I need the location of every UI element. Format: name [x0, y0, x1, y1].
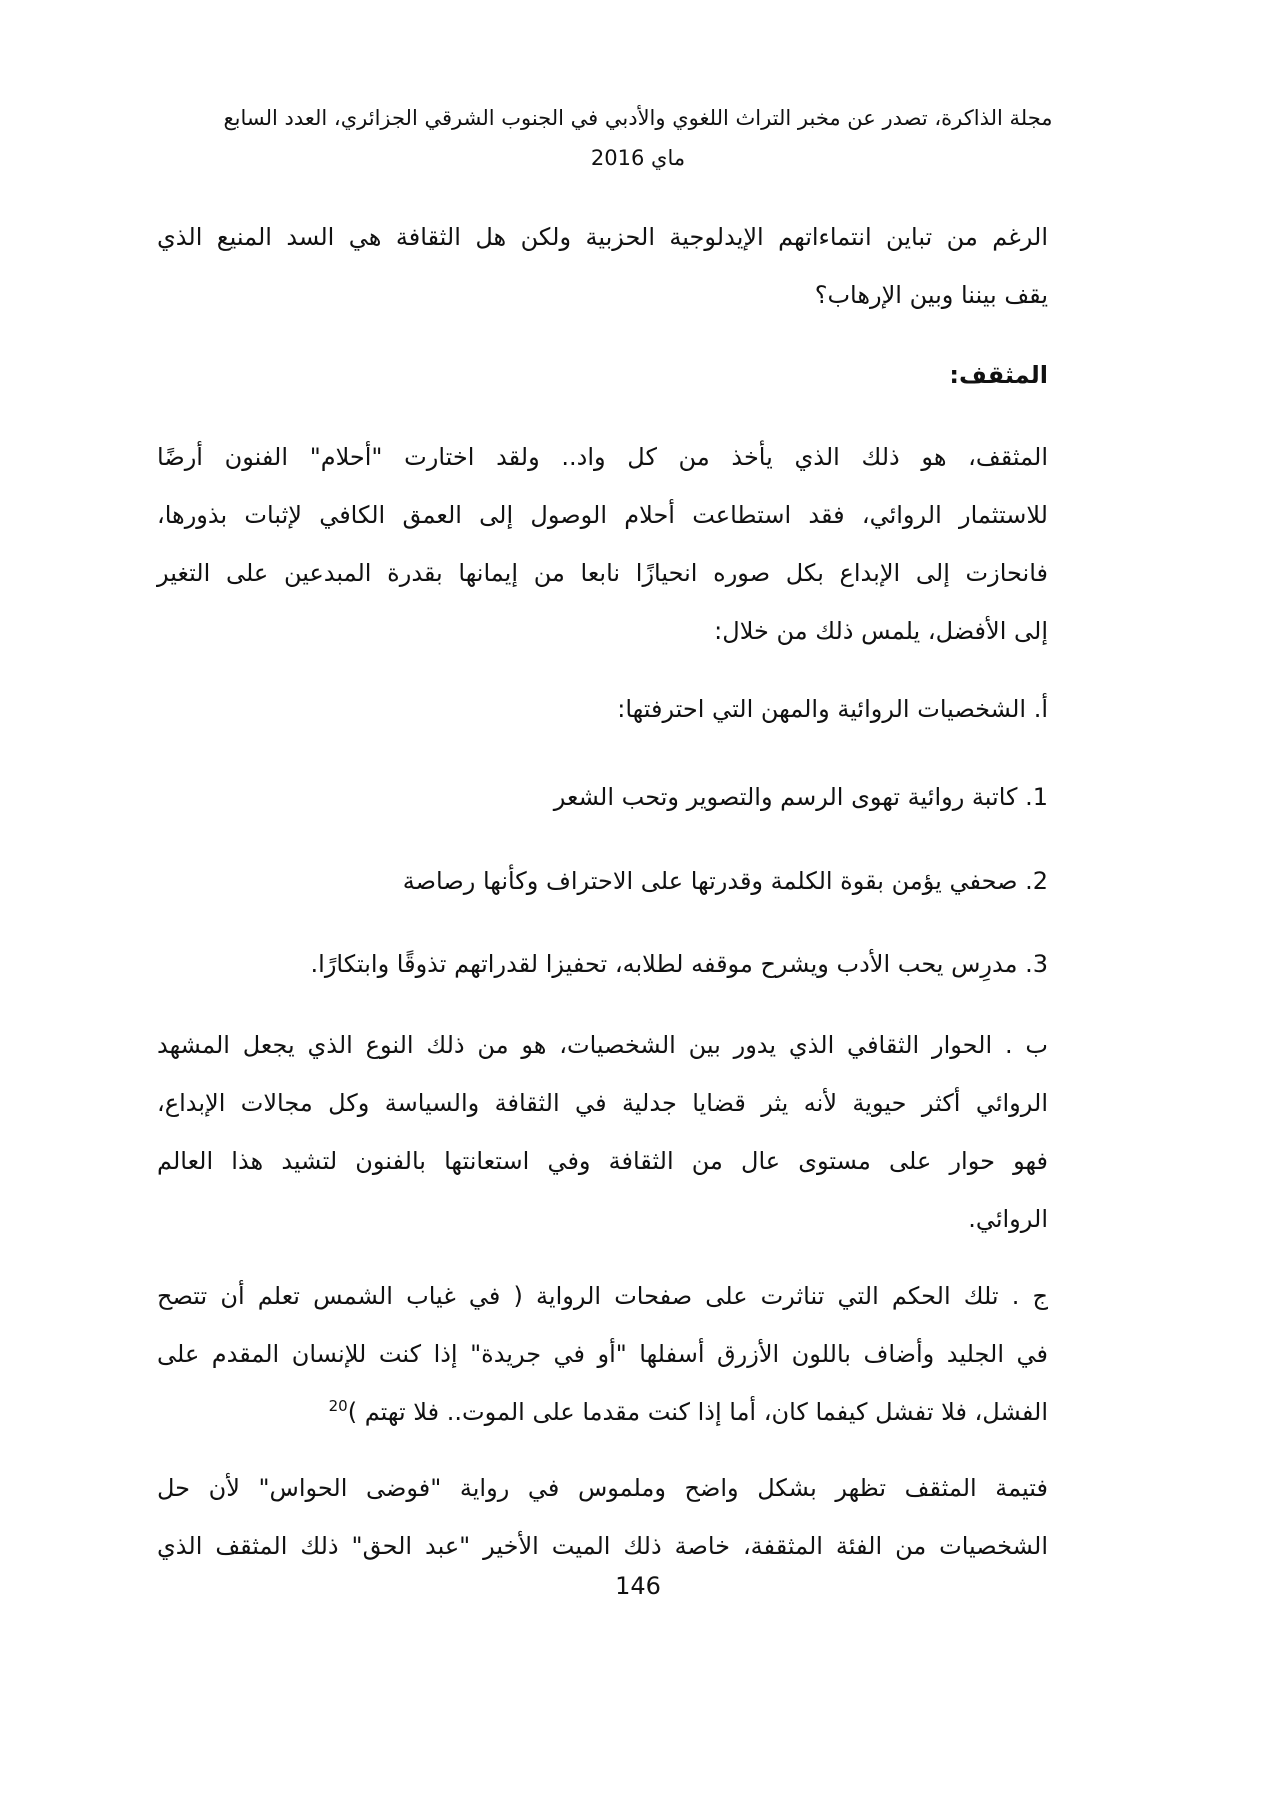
text-line: يقف بيننا وبين الإرهاب؟ [814, 281, 1048, 309]
section-heading: المثقف: [949, 361, 1048, 389]
running-header [150, 98, 1126, 178]
text-line: الرغم من تباين انتماءاتهم الإيدلوجية الحزبية ولكن هل الثقافة هي السد المنيع الذي [157, 223, 1048, 251]
text-line [157, 1383, 1048, 1441]
section-a-title: أ. الشخصيات الروائية والمهن التي احترفتها: [617, 695, 1048, 723]
header-line-2: ماي 2016 [590, 146, 686, 170]
text-line: للاستثمار الروائي، فقد استطاعت أحلام الوصول إلى العمق الكافي لإثبات بذورها، [157, 501, 1048, 529]
list-item: 2. صحفي يؤمن بقوة الكلمة وقدرتها على الاحتراف وكأنها رصاصة [402, 867, 1048, 895]
text-line: الشخصيات من الفئة المثقفة، خاصة ذلك الميت الأخير "عبد الحق" ذلك المثقف الذي [157, 1532, 1048, 1560]
paragraph-b [157, 1016, 1048, 1248]
paragraph-intellectual [157, 428, 1048, 660]
text-fragment: الفشل، فلا تفشل كيفما كان، أما إذا كنت مقدما على الموت.. فلا تهتم ) [347, 1398, 1048, 1426]
list-item: 1. كاتبة روائية تهوى الرسم والتصوير وتحب الشعر [553, 783, 1048, 811]
text-line: المثقف، هو ذلك الذي يأخذ من كل واد.. ولقد اختارت "أحلام" الفنون أرضًا [157, 443, 1048, 471]
page-number: 146 [615, 1572, 661, 1600]
text-line: الروائي. [968, 1205, 1048, 1233]
text-line: ب . الحوار الثقافي الذي يدور بين الشخصيات، هو من ذلك النوع الذي يجعل المشهد [157, 1031, 1048, 1059]
text-line: ج . تلك الحكم التي تناثرت على صفحات الرواية ( في غياب الشمس تعلم أن تتصح [157, 1282, 1048, 1310]
header-line-1: مجلة الذاكرة، تصدر عن مخبر التراث اللغوي والأدبي في الجنوب الشرقي الجزائري، العدد السابع [223, 106, 1053, 130]
paragraph-c [157, 1267, 1048, 1441]
paragraph-theme [157, 1459, 1048, 1575]
list-item: 3. مدرِس يحب الأدب ويشرح موقفه لطلابه، تحفيزا لقدراتهم تذوقًا وابتكارًا. [310, 950, 1048, 978]
text-line: فهو حوار على مستوى عال من الثقافة وفي استعانتها بالفنون لتشيد هذا العالم [157, 1147, 1048, 1175]
paragraph-intro [157, 208, 1048, 324]
text-line: فتيمة المثقف تظهر بشكل واضح وملموس في رواية "فوضى الحواس" لأن حل [157, 1474, 1048, 1502]
text-line: في الجليد وأضاف باللون الأزرق أسفلها "أو في جريدة" إذا كنت للإنسان المقدم على [157, 1340, 1048, 1368]
text-line: الروائي أكثر حيوية لأنه يثر قضايا جدلية في الثقافة والسياسة وكل مجالات الإبداع، [157, 1089, 1048, 1117]
footnote-reference[interactable]: 20 [328, 1397, 348, 1415]
text-line: إلى الأفضل، يلمس ذلك من خلال: [714, 617, 1048, 645]
text-line: فانحازت إلى الإبداع بكل صوره انحيازًا نابعا من إيمانها بقدرة المبدعين على التغير [157, 559, 1048, 587]
